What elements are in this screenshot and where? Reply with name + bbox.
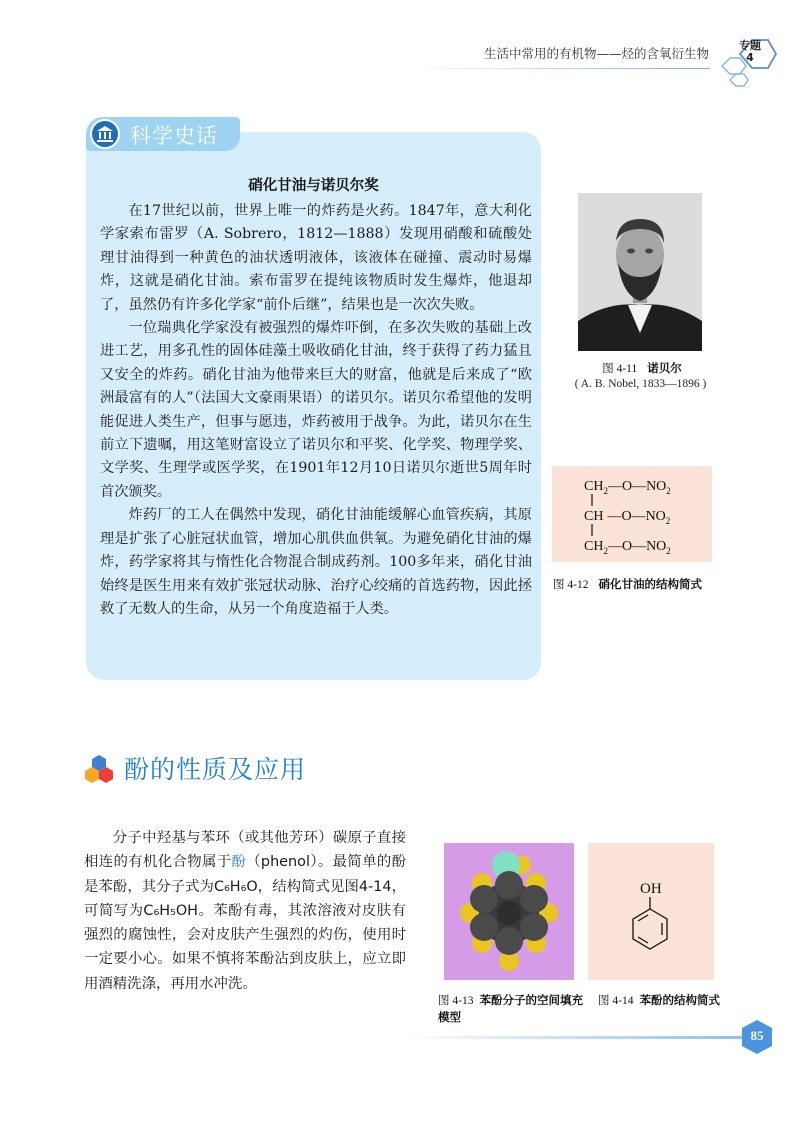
story-paragraph: 炸药厂的工人在偶然中发现，硝化甘油能缓解心血管疾病，其原理是扩张了心脏冠状血管，增加心肌供血供氧。为避免硝化甘油的爆炸，药学家将其与惰性化合物混合制成药剂。100多年来，硝化甘油始终是医生用来有效扩张冠状动脉、治疗心绞痛的首选药物，因此拯救了无数人的生命，从另一个角度造福于人类。 bbox=[100, 507, 532, 617]
structure-row-3: $CH_2—O—NO_2$ bbox=[584, 539, 671, 556]
story-paragraph: 一位瑞典化学家没有被强烈的爆炸吓倒，在多次失败的基础上改进工艺，用多孔性的固体硅藻土吸收硝化甘油，终于获得了药力猛且又安全的炸药。硝化甘油为他带来巨大的财富，他就是后来成了“欧洲最富有的人”（法国大文豪雨果语）的诺贝尔。诺贝尔希望他的发明能促进人类生产，但事与愿违，炸药被用于战争。为此，诺贝尔在生前立下遗嘱，用这笔财富设立了诺贝尔和平奖、化学奖、物理学奖、文学奖、生理学或医学奖，在1901年12月10日诺贝尔逝世5周年时首次颁奖。 bbox=[100, 320, 532, 500]
caption-title: 硝化甘油的结构简式 bbox=[598, 577, 702, 591]
section-title: 酚的性质及应用 bbox=[124, 755, 307, 784]
hexagon-cluster-icon bbox=[84, 754, 114, 784]
header-rule bbox=[410, 68, 710, 69]
fig-4-13-caption bbox=[438, 992, 588, 1025]
phenol-structure bbox=[588, 843, 714, 980]
nitroglycerin-structure bbox=[552, 466, 712, 562]
story-paragraph: 在17世纪以前，世界上唯一的炸药是火药。1847年，意大利化学家索布雷罗（A. Sobrero，1812—1888）发现用硝酸和硫酸处理甘油得到一种黄色的油状透明液体，该液体在碰撞、震动时易爆炸，这就是硝化甘油。索布雷罗在提纯该物质时发生爆炸，他退却了，虽然仍有许多化学家“前仆后继”，结果也是一次次失败。 bbox=[100, 203, 532, 313]
chapter-badge bbox=[735, 40, 765, 64]
caption-number: 图 4-12 bbox=[553, 579, 589, 591]
caption-number: 图 4-14 bbox=[598, 995, 634, 1007]
building-icon bbox=[90, 119, 120, 149]
paragraph-text: 分子中羟基与苯环（或其他芳环）碳原子直接相连的有机化合物属于 bbox=[84, 830, 406, 871]
structure-row-1: $CH_2—O—NO_2$ bbox=[584, 479, 671, 496]
footer-rule bbox=[400, 1036, 742, 1039]
nobel-portrait bbox=[578, 193, 702, 351]
section-body bbox=[84, 826, 406, 996]
oh-label: OH bbox=[640, 881, 662, 897]
section-paragraph bbox=[84, 826, 406, 996]
structure-row-2: CH $—O—NO_2$ bbox=[584, 509, 671, 526]
fig-4-12-caption bbox=[553, 576, 753, 592]
page-number: 85 bbox=[750, 1028, 764, 1043]
caption-title: 苯酚的结构简式 bbox=[639, 993, 720, 1007]
running-title: 生活中常用的有机物——烃的含氧衍生物 bbox=[484, 46, 710, 61]
caption-title: 诺贝尔 bbox=[647, 361, 682, 375]
badge-number: 4 bbox=[746, 51, 754, 64]
fig-4-11-subtitle: ( A. B. Nobel, 1833—1896 ) bbox=[574, 378, 707, 390]
caption-number: 图 4-13 bbox=[438, 995, 474, 1007]
story-title: 硝化甘油与诺贝尔奖 bbox=[248, 178, 379, 194]
phenol-space-filling-model bbox=[444, 843, 574, 980]
fig-4-11-caption bbox=[552, 360, 732, 376]
caption-number: 图 4-11 bbox=[602, 363, 638, 375]
caption-title: 苯酚分子的空间填充模型 bbox=[438, 993, 583, 1024]
fig-4-14-caption bbox=[598, 992, 728, 1009]
paragraph-text: （phenol）。最简单的酚是苯酚，其分子式为C₆H₆O，结构简式见图4-14，可简写为C₆H₅OH。苯酚有毒，其浓溶液对皮肤有强烈的腐蚀性，会对皮肤产生强烈的灼伤，使用时一定要小心。如果不慎将苯酚沾到皮肤上，应立即用酒精洗涤，再用水冲洗。 bbox=[84, 854, 406, 992]
badge-label: 专题 bbox=[739, 39, 761, 52]
story-body bbox=[100, 200, 532, 621]
keyword-phenol: 酚 bbox=[231, 854, 247, 871]
story-tab-label: 科学史话 bbox=[130, 124, 218, 148]
